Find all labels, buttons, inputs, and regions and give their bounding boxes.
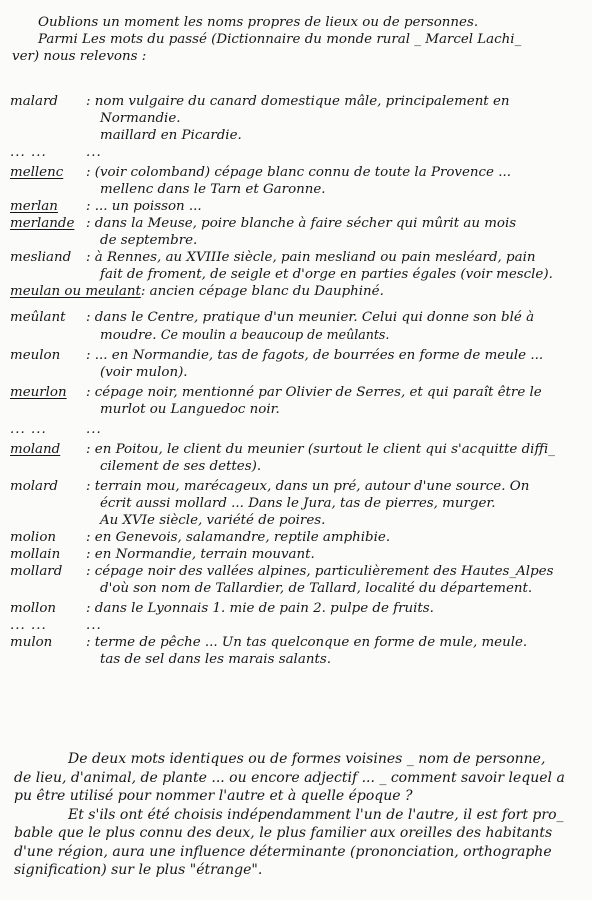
entry-mulon — [10, 634, 585, 668]
entry-term: mollard — [10, 564, 63, 579]
entry-definition — [86, 600, 585, 617]
entry-definition — [86, 478, 585, 529]
definition-line: Normandie. — [100, 111, 181, 126]
entry-mellenc — [10, 164, 585, 198]
entry-definition — [86, 93, 585, 144]
definition-line: : nom vulgaire du canard domestique mâle, principalement en — [86, 94, 510, 109]
definition-line: : ... un poisson ... — [86, 199, 202, 214]
closing-line: pu être utilisé pour nommer l'autre et à quelle époque ? — [14, 788, 413, 804]
definition-line: : en Normandie, terrain mouvant. — [86, 547, 315, 562]
closing-line: De deux mots identiques ou de formes voisines _ nom de personne, — [68, 751, 546, 767]
entry-definition — [86, 164, 585, 198]
definition-line: : terme de pêche ... Un tas quelconque en forme de mule, meule. — [86, 635, 528, 650]
entry-term: meûlant — [10, 310, 66, 325]
entry-term: malard — [10, 94, 58, 109]
entry-malard — [10, 93, 585, 144]
entry-definition — [86, 384, 585, 418]
definition-line: : ancien cépage blanc du Dauphiné. — [140, 284, 384, 299]
entry-definition — [86, 198, 585, 215]
entry-term: meurlon — [10, 385, 67, 400]
ellipsis: ... — [86, 618, 102, 633]
entry-moland — [10, 441, 585, 475]
ellipsis-row — [10, 421, 585, 438]
definition-line: : ... en Normandie, tas de fagots, de bourrées en forme de meule ... — [86, 348, 544, 363]
closing-line: bable que le plus connu des deux, le plus familier aux oreilles des habitants — [14, 825, 553, 841]
ellipsis: ... — [86, 145, 102, 160]
entry-definition — [86, 529, 585, 546]
entry-term: molion — [10, 530, 57, 545]
definition-line: : (voir colomband) cépage blanc connu de toute la Provence ... — [86, 165, 511, 180]
entry-merlande — [10, 215, 585, 249]
entry-mollain — [10, 546, 585, 563]
ellipsis: ... ... — [10, 422, 47, 437]
definition-line: : dans le Centre, pratique d'un meunier. Celui qui donne son blé à — [86, 310, 535, 325]
closing-line: signification) sur le plus "étrange". — [14, 862, 263, 878]
definition-line: tas de sel dans les marais salants. — [100, 652, 331, 667]
intro-line: Oublions un moment les noms propres de lieux ou de personnes. — [38, 15, 479, 30]
entry-definition — [86, 309, 585, 344]
definition-line: moudre. — [100, 328, 157, 343]
definition-line: : en Poitou, le client du meunier (surtout le client qui s'acquitte diffi_ — [86, 442, 555, 457]
entry-term: mollain — [10, 547, 61, 562]
entry-meurlon — [10, 384, 585, 418]
entry-term: mollon — [10, 601, 57, 616]
entry-definition — [86, 249, 585, 283]
entry-term: moland — [10, 442, 61, 457]
closing-line: de lieu, d'animal, de plante ... ou encore adjectif ... _ comment savoir lequel a — [14, 769, 565, 786]
entry-definition — [141, 283, 585, 300]
ellipsis: ... — [86, 422, 102, 437]
entry-term: meulan ou meulant — [10, 284, 141, 299]
definition-line: : dans la Meuse, poire blanche à faire sécher qui mûrit au mois — [86, 216, 517, 231]
definition-line: écrit aussi mollard ... Dans le Jura, tas de pierres, murger. — [100, 496, 496, 511]
definition-line: : en Genevois, salamandre, reptile amphibie. — [86, 530, 391, 545]
definition-line: (voir mulon). — [100, 365, 188, 380]
entry-term: molard — [10, 479, 58, 494]
definition-line: : à Rennes, au XVIIIe siècle, pain mesliand ou pain mesléard, pain — [86, 250, 536, 265]
entry-molard — [10, 478, 585, 529]
entry-term: mellenc — [10, 165, 64, 180]
entry-definition — [86, 634, 585, 668]
definition-line: Au XVIe siècle, variété de poires. — [100, 513, 326, 528]
entry-meulant — [10, 309, 585, 344]
entry-meulon — [10, 347, 585, 381]
entry-mesliand — [10, 249, 585, 283]
glossary-list — [10, 93, 585, 668]
entry-definition — [86, 441, 585, 475]
definition-line: de septembre. — [100, 233, 198, 248]
entry-definition — [86, 563, 585, 597]
entry-term: mesliand — [10, 250, 72, 265]
entry-definition — [86, 347, 585, 381]
entry-definition — [86, 215, 585, 249]
example-phrase: Ce moulin a beaucoup de meûlants. — [160, 327, 390, 342]
entry-merlan — [10, 198, 585, 215]
definition-line: murlot ou Languedoc noir. — [100, 402, 280, 417]
intro-paragraph — [12, 14, 580, 65]
closing-line: Et s'ils ont été choisis indépendamment l'un de l'autre, il est fort pro_ — [68, 806, 564, 823]
definition-line: : cépage noir des vallées alpines, particulièrement des Hautes_Alpes — [86, 564, 554, 579]
entry-definition — [86, 546, 585, 563]
definition-line: fait de froment, de seigle et d'orge en parties égales (voir mescle). — [100, 267, 553, 282]
definition-line: cilement de ses dettes). — [100, 459, 262, 474]
closing-line: d'une région, aura une influence déterminante (prononciation, orthographe — [14, 843, 552, 860]
ellipsis-row — [10, 144, 585, 161]
definition-line: maillard en Picardie. — [100, 128, 242, 143]
ellipsis: ... ... — [10, 145, 47, 160]
entry-term: merlan — [10, 199, 58, 214]
entry-term: mulon — [10, 635, 53, 650]
intro-line: ver) nous relevons : — [12, 49, 147, 64]
closing-paragraph — [14, 750, 580, 880]
definition-line: : terrain mou, marécageux, dans un pré, autour d'une source. On — [86, 479, 530, 494]
ellipsis: ... ... — [10, 618, 47, 633]
intro-line: Parmi Les mots du passé (Dictionnaire du monde rural _ Marcel Lachi_ — [38, 32, 522, 47]
definition-line: : dans le Lyonnais 1. mie de pain 2. pulpe de fruits. — [86, 601, 434, 616]
definition-line: d'où son nom de Tallardier, de Tallard, localité du département. — [100, 581, 533, 596]
entry-meulan — [10, 283, 585, 300]
entry-molion — [10, 529, 585, 546]
ellipsis-row — [10, 617, 585, 634]
entry-term: merlande — [10, 216, 75, 231]
definition-line: : cépage noir, mentionné par Olivier de Serres, et qui paraît être le — [86, 385, 542, 400]
entry-mollard — [10, 563, 585, 597]
entry-term: meulon — [10, 348, 61, 363]
entry-mollon — [10, 600, 585, 617]
definition-line: mellenc dans le Tarn et Garonne. — [100, 182, 326, 197]
